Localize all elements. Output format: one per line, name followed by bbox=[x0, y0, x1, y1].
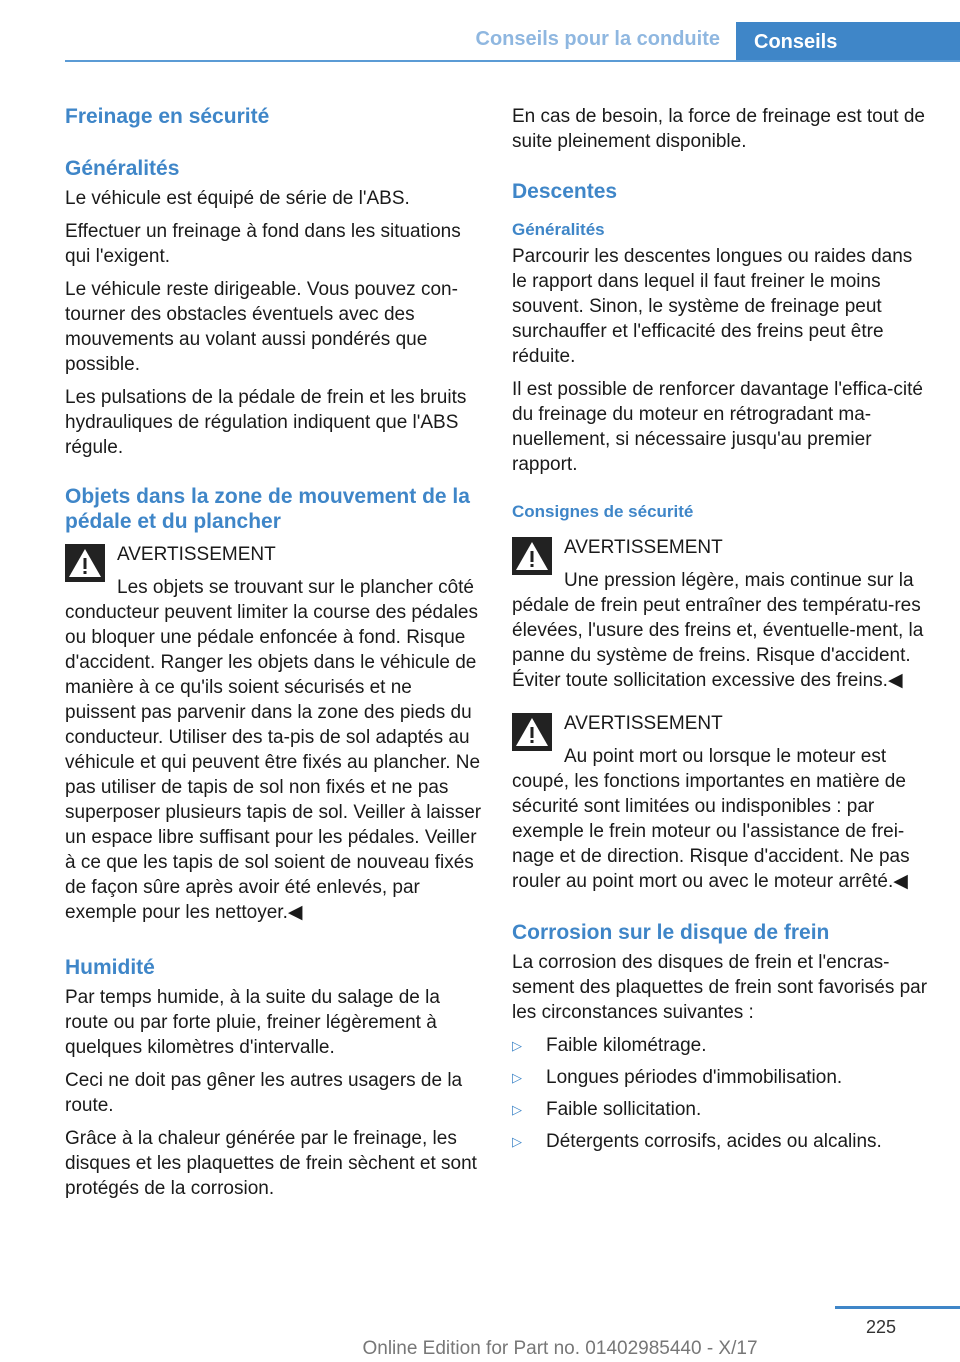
warning-icon bbox=[65, 544, 105, 582]
heading-humidite: Humidité bbox=[65, 956, 155, 979]
warning-title: AVERTISSEMENT bbox=[564, 537, 723, 558]
warning-box bbox=[512, 535, 930, 693]
heading-objets: Objets dans la zone de mouvement de la pédale et du plancher bbox=[65, 485, 470, 533]
warning-title: AVERTISSEMENT bbox=[117, 544, 276, 565]
paragraph: Le véhicule reste dirigeable. Vous pouvez con‐tourner des obstacles éventuels avec des mouvements au volant aussi pondérés que possible. bbox=[65, 279, 458, 375]
header-rule bbox=[65, 60, 960, 62]
page-number: 225 bbox=[865, 1317, 896, 1337]
paragraph: Le véhicule est équipé de série de l'ABS. bbox=[65, 188, 410, 209]
header-chapter-tab: Conseils bbox=[736, 22, 960, 62]
left-column bbox=[65, 100, 483, 1201]
warning-text: Une pression légère, mais continue sur la pédale de frein peut entraîner des températu‐res élevées, l'usure des freins et, éventuelle‐ment, la panne du système de freins. Risque d'accident. Éviter toute sollicitation excessive des freins.◀ bbox=[512, 570, 924, 691]
paragraph: En cas de besoin, la force de freinage est tout de suite pleinement disponible. bbox=[512, 106, 925, 152]
heading-generalites: Généralités bbox=[65, 157, 180, 180]
warning-text: Les objets se trouvant sur le plancher côté conducteur peuvent limiter la course des pédales ou bloquer une pédale enfoncée à fond. Risque d'accident. Ranger les objets dans le véhicule de manière à ce qu'ils soient sécurisés et ne puissent pas parvenir dans la zone des pieds du conducteur. Utiliser des ta‐pis de sol adaptés au véhicule et qui peuvent être fixés au plancher. Ne pas utiliser de tapis de sol non fixés et ne pas superposer plusieurs tapis de sol. Veiller à laisser un espace libre suffisant pour les pédales. Veiller à ce que les tapis de sol soient de nouveau fixés de façon sûre après avoir été enlevés, par exemple pour les nettoyer.◀ bbox=[65, 577, 482, 923]
heading-corrosion: Corrosion sur le disque de frein bbox=[512, 921, 830, 944]
warning-title: AVERTISSEMENT bbox=[564, 713, 723, 734]
paragraph: La corrosion des disques de frein et l'encras‐sement des plaquettes de frein sont favorisés par les circonstances suivantes : bbox=[512, 952, 928, 1023]
list-item: ▷ Longues périodes d'immobilisation. bbox=[512, 1067, 843, 1088]
list-item: ▷ Faible sollicitation. bbox=[512, 1099, 702, 1120]
bullet-triangle-icon: ▷ bbox=[512, 1134, 522, 1149]
paragraph: Parcourir les descentes longues ou raides dans le rapport dans lequel il faut freiner le moins souvent. Sinon, le système de freinage peut surchauffer et l'efficacité des freins peut être réduite. bbox=[512, 246, 913, 367]
warning-icon bbox=[512, 713, 552, 751]
footer-edition: Online Edition for Part no. 01402985440 - X/17 bbox=[362, 1338, 758, 1359]
section-title-freinage: Freinage en sécurité bbox=[65, 105, 270, 128]
paragraph: Il est possible de renforcer davantage l'effica‐cité du freinage du moteur en rétrogradant ma‐nuellement, si nécessaire jusqu'au premier rapport. bbox=[512, 379, 923, 475]
paragraph: Les pulsations de la pédale de frein et les bruits hydrauliques de régulation indiquent que l'ABS régule. bbox=[65, 387, 467, 458]
warning-box bbox=[512, 711, 930, 894]
footer-rule bbox=[835, 1306, 960, 1309]
warning-box bbox=[65, 542, 483, 925]
bullet-triangle-icon: ▷ bbox=[512, 1070, 522, 1085]
heading-descentes: Descentes bbox=[512, 180, 618, 203]
right-column bbox=[512, 100, 930, 1154]
paragraph: Grâce à la chaleur générée par le freinage, les disques et les plaquettes de frein sèchent et sont protégés de la corrosion. bbox=[65, 1128, 477, 1199]
subheading-generalites: Généralités bbox=[512, 220, 605, 239]
warning-icon bbox=[512, 537, 552, 575]
bullet-list bbox=[512, 1033, 930, 1154]
list-item: ▷ Détergents corrosifs, acides ou alcalins. bbox=[512, 1131, 882, 1152]
bullet-triangle-icon: ▷ bbox=[512, 1102, 522, 1117]
warning-text: Au point mort ou lorsque le moteur est coupé, les fonctions importantes en matière de sécurité sont limitées ou indisponibles : par exemple le frein moteur ou l'assistance de frei‐nage et de direction. Risque d'accident. Ne pas rouler au point mort ou avec le moteur arrêté.◀ bbox=[512, 746, 910, 892]
subheading-consignes: Consignes de sécurité bbox=[512, 502, 694, 521]
header-section-title: Conseils pour la conduite bbox=[475, 28, 720, 50]
list-item: ▷ Faible kilométrage. bbox=[512, 1035, 707, 1056]
bullet-triangle-icon: ▷ bbox=[512, 1038, 522, 1053]
paragraph: Ceci ne doit pas gêner les autres usagers de la route. bbox=[65, 1070, 463, 1116]
paragraph: Par temps humide, à la suite du salage de la route ou par forte pluie, freiner légèrement à quelques kilomètres d'intervalle. bbox=[65, 987, 440, 1058]
paragraph: Effectuer un freinage à fond dans les situations qui l'exigent. bbox=[65, 221, 461, 267]
